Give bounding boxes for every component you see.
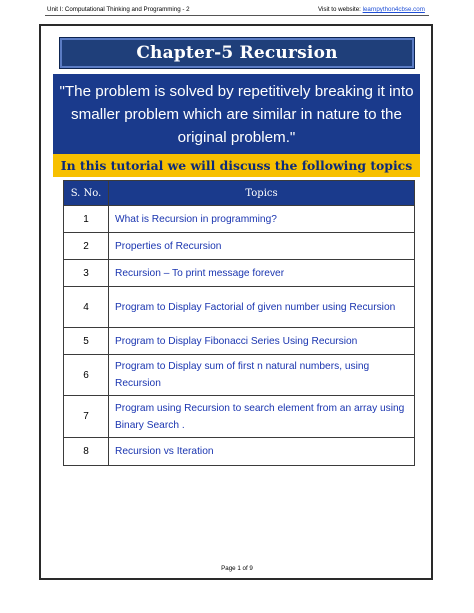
header-website <box>318 6 425 13</box>
table-header-row <box>64 181 415 206</box>
quote-box <box>53 74 420 154</box>
topic-link[interactable]: Properties of Recursion <box>109 233 415 260</box>
header-divider <box>45 15 429 16</box>
header-unit-title: Unit I: Computational Thinking and Programming - 2 <box>47 6 190 13</box>
row-number: 5 <box>64 328 109 355</box>
chapter-banner <box>60 38 414 68</box>
row-number: 1 <box>64 206 109 233</box>
table-row <box>64 396 415 438</box>
topic-link[interactable]: Program to Display Fibonacci Series Using Recursion <box>109 328 415 355</box>
table-row <box>64 233 415 260</box>
row-number: 3 <box>64 260 109 287</box>
topic-intro-banner <box>53 154 420 177</box>
topics-table <box>63 180 415 466</box>
row-number: 8 <box>64 438 109 466</box>
table-row <box>64 206 415 233</box>
table-row <box>64 260 415 287</box>
chapter-title: Chapter-5 Recursion <box>136 43 338 63</box>
website-link[interactable]: learnpython4cbse.com <box>362 6 425 13</box>
topic-link[interactable]: What is Recursion in programming? <box>109 206 415 233</box>
row-number: 2 <box>64 233 109 260</box>
table-row <box>64 355 415 396</box>
table-row <box>64 438 415 466</box>
row-number: 4 <box>64 287 109 328</box>
column-header-topics: Topics <box>109 181 415 206</box>
topic-intro-text: In this tutorial we will discuss the following topics <box>60 158 413 173</box>
topic-link[interactable]: Recursion – To print message forever <box>109 260 415 287</box>
column-header-sno: S. No. <box>64 181 109 206</box>
topic-link[interactable]: Recursion vs Iteration <box>109 438 415 466</box>
row-number: 7 <box>64 396 109 438</box>
topic-link[interactable]: Program using Recursion to search element from an array using Binary Search . <box>109 396 415 438</box>
topic-link[interactable]: Program to Display Factorial of given number using Recursion <box>109 287 415 328</box>
quote-text: "The problem is solved by repetitively breaking it into smaller problem which are similar in nature to the original problem." <box>59 82 414 146</box>
row-number: 6 <box>64 355 109 396</box>
table-row <box>64 287 415 328</box>
header-website-label: Visit to website: <box>318 6 363 13</box>
topic-link[interactable]: Program to Display sum of first n natural numbers, using Recursion <box>109 355 415 396</box>
page-number: Page 1 of 9 <box>221 565 253 572</box>
table-row <box>64 328 415 355</box>
